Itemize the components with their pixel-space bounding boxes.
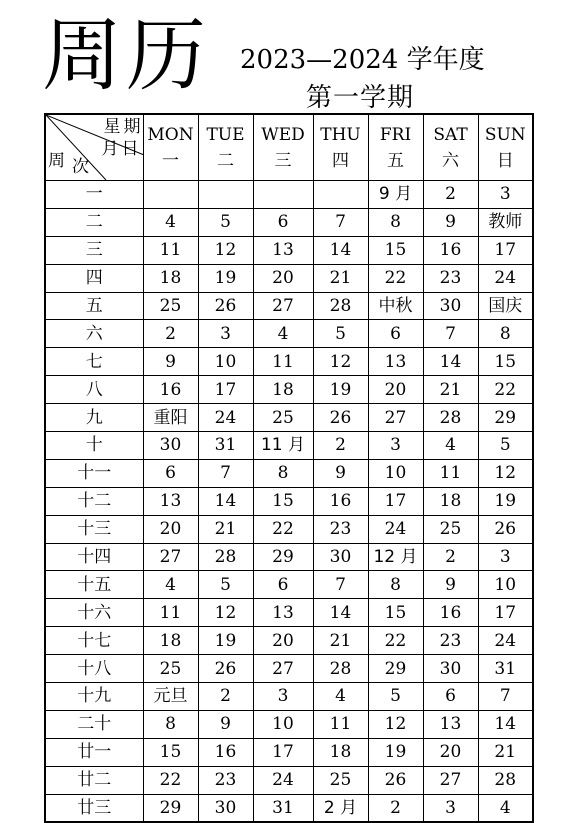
date-cell: 12 xyxy=(313,348,368,376)
week-number-cell: 二 xyxy=(45,208,143,236)
date-cell: 7 xyxy=(198,459,253,487)
day-header-cn: 日 xyxy=(496,150,514,171)
date-cell: 25 xyxy=(423,515,478,543)
date-cell: 10 xyxy=(198,348,253,376)
date-cell: 18 xyxy=(423,487,478,515)
week-number-cell: 廿二 xyxy=(45,766,143,794)
date-cell: 31 xyxy=(478,655,533,683)
date-cell: 5 xyxy=(198,208,253,236)
date-cell xyxy=(198,181,253,209)
date-cell: 5 xyxy=(313,320,368,348)
date-cell: 12 xyxy=(368,710,423,738)
date-cell: 17 xyxy=(198,376,253,404)
day-header-sun xyxy=(478,114,533,181)
day-header-cn: 四 xyxy=(332,150,349,171)
date-cell: 18 xyxy=(313,738,368,766)
week-number-cell: 廿三 xyxy=(45,794,143,822)
week-row xyxy=(45,181,533,209)
date-cell: 3 xyxy=(423,794,478,822)
date-cell: 19 xyxy=(313,376,368,404)
date-cell: 2 xyxy=(423,543,478,571)
day-header-wed xyxy=(253,114,313,181)
date-cell: 29 xyxy=(478,404,533,432)
date-cell: 9 xyxy=(143,348,198,376)
date-cell: 6 xyxy=(423,683,478,711)
date-cell: 9 xyxy=(423,208,478,236)
date-cell xyxy=(313,181,368,209)
date-cell xyxy=(253,181,313,209)
day-header-mon xyxy=(143,114,198,181)
date-cell: 29 xyxy=(253,543,313,571)
date-cell: 11 xyxy=(143,599,198,627)
day-header-tue xyxy=(198,114,253,181)
date-cell: 4 xyxy=(253,320,313,348)
marker-cell: 11 月 xyxy=(253,432,313,460)
date-cell: 22 xyxy=(478,376,533,404)
marker-cell: 教师 xyxy=(478,208,533,236)
date-cell xyxy=(143,181,198,209)
date-cell: 15 xyxy=(478,348,533,376)
date-cell: 5 xyxy=(478,432,533,460)
date-cell: 11 xyxy=(423,459,478,487)
date-cell: 30 xyxy=(423,655,478,683)
date-cell: 25 xyxy=(313,766,368,794)
day-header-cn: 五 xyxy=(387,150,404,171)
date-cell: 8 xyxy=(368,571,423,599)
calendar-body xyxy=(45,181,533,823)
date-cell: 21 xyxy=(478,738,533,766)
week-row xyxy=(45,683,533,711)
week-number-cell: 十六 xyxy=(45,599,143,627)
day-header-en: SAT xyxy=(433,124,468,145)
corner-label-xing: 星 xyxy=(103,117,121,137)
week-calendar-table xyxy=(44,113,534,823)
date-cell: 18 xyxy=(143,264,198,292)
date-cell: 27 xyxy=(423,766,478,794)
week-row xyxy=(45,376,533,404)
day-header-fri xyxy=(368,114,423,181)
date-cell: 14 xyxy=(478,710,533,738)
date-cell: 13 xyxy=(253,236,313,264)
date-cell: 20 xyxy=(253,264,313,292)
date-cell: 21 xyxy=(313,264,368,292)
date-cell: 6 xyxy=(143,459,198,487)
date-cell: 20 xyxy=(143,515,198,543)
day-header-en: THU xyxy=(320,124,361,145)
week-number-cell: 八 xyxy=(45,376,143,404)
date-cell: 28 xyxy=(423,404,478,432)
date-cell: 20 xyxy=(368,376,423,404)
date-cell: 12 xyxy=(198,236,253,264)
corner-label-qi: 期 xyxy=(123,117,141,137)
week-row xyxy=(45,236,533,264)
date-cell: 4 xyxy=(143,571,198,599)
date-cell: 23 xyxy=(423,627,478,655)
week-number-cell: 十九 xyxy=(45,683,143,711)
week-number-cell: 一 xyxy=(45,181,143,209)
date-cell: 16 xyxy=(423,599,478,627)
day-header-en: FRI xyxy=(379,124,412,145)
date-cell: 23 xyxy=(423,264,478,292)
date-cell: 4 xyxy=(143,208,198,236)
week-number-cell: 三 xyxy=(45,236,143,264)
date-cell: 20 xyxy=(423,738,478,766)
date-cell: 20 xyxy=(253,627,313,655)
date-cell: 19 xyxy=(368,738,423,766)
date-cell: 29 xyxy=(368,655,423,683)
date-cell: 5 xyxy=(198,571,253,599)
date-cell: 10 xyxy=(478,571,533,599)
marker-cell: 重阳 xyxy=(143,404,198,432)
week-number-cell: 十七 xyxy=(45,627,143,655)
corner-label-yue: 月 xyxy=(101,139,119,159)
date-cell: 27 xyxy=(253,292,313,320)
corner-label-zhou: 周 xyxy=(48,151,65,171)
date-cell: 24 xyxy=(198,404,253,432)
date-cell: 19 xyxy=(198,627,253,655)
date-cell: 22 xyxy=(368,627,423,655)
date-cell: 26 xyxy=(368,766,423,794)
date-cell: 10 xyxy=(368,459,423,487)
date-cell: 23 xyxy=(313,515,368,543)
week-number-cell: 廿一 xyxy=(45,738,143,766)
date-cell: 27 xyxy=(253,655,313,683)
day-header-thu xyxy=(313,114,368,181)
day-header-en: MON xyxy=(147,124,194,145)
date-cell: 25 xyxy=(253,404,313,432)
date-cell: 21 xyxy=(313,627,368,655)
date-cell: 17 xyxy=(478,236,533,264)
date-cell: 9 xyxy=(198,710,253,738)
date-cell: 3 xyxy=(253,683,313,711)
date-cell: 24 xyxy=(368,515,423,543)
date-cell: 28 xyxy=(313,655,368,683)
week-row xyxy=(45,627,533,655)
date-cell: 2 xyxy=(143,320,198,348)
date-cell: 26 xyxy=(198,292,253,320)
date-cell: 25 xyxy=(143,292,198,320)
date-cell: 6 xyxy=(368,320,423,348)
week-number-cell: 十 xyxy=(45,432,143,460)
week-row xyxy=(45,404,533,432)
week-number-cell: 十一 xyxy=(45,459,143,487)
date-cell: 15 xyxy=(368,236,423,264)
date-cell: 16 xyxy=(198,738,253,766)
week-row xyxy=(45,794,533,822)
day-header-cn: 六 xyxy=(442,150,459,171)
day-header-sat xyxy=(423,114,478,181)
date-cell: 17 xyxy=(253,738,313,766)
date-cell: 2 xyxy=(198,683,253,711)
week-number-cell: 五 xyxy=(45,292,143,320)
date-cell: 11 xyxy=(313,710,368,738)
date-cell: 18 xyxy=(143,627,198,655)
date-cell: 31 xyxy=(198,432,253,460)
date-cell: 3 xyxy=(478,543,533,571)
date-cell: 8 xyxy=(143,710,198,738)
date-cell: 14 xyxy=(313,236,368,264)
date-cell: 13 xyxy=(143,487,198,515)
corner-label-ci: 次 xyxy=(72,157,89,177)
week-number-cell: 七 xyxy=(45,348,143,376)
date-cell: 22 xyxy=(368,264,423,292)
day-header-en: WED xyxy=(261,124,305,145)
date-cell: 19 xyxy=(478,487,533,515)
week-number-cell: 十四 xyxy=(45,543,143,571)
date-cell: 28 xyxy=(198,543,253,571)
header-row xyxy=(45,114,533,181)
week-row xyxy=(45,432,533,460)
date-cell: 30 xyxy=(313,543,368,571)
date-cell: 12 xyxy=(478,459,533,487)
date-cell: 4 xyxy=(313,683,368,711)
week-number-cell: 二十 xyxy=(45,710,143,738)
date-cell: 17 xyxy=(478,599,533,627)
date-cell: 11 xyxy=(253,348,313,376)
academic-year-title: 2023—2024 学年度 xyxy=(240,45,485,75)
date-cell: 25 xyxy=(143,655,198,683)
date-cell: 11 xyxy=(143,236,198,264)
date-cell: 31 xyxy=(253,794,313,822)
date-cell: 22 xyxy=(143,766,198,794)
date-cell: 21 xyxy=(198,515,253,543)
date-cell: 29 xyxy=(143,794,198,822)
date-cell: 24 xyxy=(478,627,533,655)
date-cell: 2 xyxy=(423,181,478,209)
date-cell: 30 xyxy=(143,432,198,460)
date-cell: 16 xyxy=(143,376,198,404)
week-number-cell: 十三 xyxy=(45,515,143,543)
week-number-cell: 四 xyxy=(45,264,143,292)
marker-cell: 2 月 xyxy=(313,794,368,822)
date-cell: 26 xyxy=(478,515,533,543)
date-cell: 13 xyxy=(423,710,478,738)
day-header-en: TUE xyxy=(206,124,245,145)
date-cell: 10 xyxy=(253,710,313,738)
week-row xyxy=(45,571,533,599)
week-row xyxy=(45,348,533,376)
date-cell: 21 xyxy=(423,376,478,404)
week-number-cell: 十八 xyxy=(45,655,143,683)
date-cell: 18 xyxy=(253,376,313,404)
week-row xyxy=(45,766,533,794)
date-cell: 15 xyxy=(143,738,198,766)
date-cell: 16 xyxy=(313,487,368,515)
date-cell: 9 xyxy=(313,459,368,487)
corner-header-cell xyxy=(45,114,143,181)
date-cell: 8 xyxy=(253,459,313,487)
week-row xyxy=(45,264,533,292)
date-cell: 12 xyxy=(198,599,253,627)
date-cell: 6 xyxy=(253,571,313,599)
date-cell: 15 xyxy=(368,599,423,627)
week-row xyxy=(45,320,533,348)
date-cell: 3 xyxy=(478,181,533,209)
date-cell: 30 xyxy=(423,292,478,320)
marker-cell: 12 月 xyxy=(368,543,423,571)
week-row xyxy=(45,655,533,683)
date-cell: 7 xyxy=(313,571,368,599)
date-cell: 14 xyxy=(198,487,253,515)
date-cell: 14 xyxy=(423,348,478,376)
marker-cell: 元旦 xyxy=(143,683,198,711)
page-title: 周历 xyxy=(42,9,210,102)
week-number-cell: 六 xyxy=(45,320,143,348)
week-row xyxy=(45,515,533,543)
date-cell: 7 xyxy=(423,320,478,348)
date-cell: 13 xyxy=(253,599,313,627)
date-cell: 26 xyxy=(313,404,368,432)
week-number-cell: 十五 xyxy=(45,571,143,599)
date-cell: 17 xyxy=(368,487,423,515)
date-cell: 15 xyxy=(253,487,313,515)
date-cell: 9 xyxy=(423,571,478,599)
date-cell: 30 xyxy=(198,794,253,822)
week-number-cell: 九 xyxy=(45,404,143,432)
date-cell: 26 xyxy=(198,655,253,683)
day-header-cn: 一 xyxy=(162,150,179,171)
date-cell: 8 xyxy=(368,208,423,236)
date-cell: 3 xyxy=(198,320,253,348)
corner-label-ri: 日 xyxy=(121,139,139,159)
date-cell: 2 xyxy=(368,794,423,822)
date-cell: 5 xyxy=(368,683,423,711)
marker-cell: 9 月 xyxy=(368,181,423,209)
date-cell: 7 xyxy=(478,683,533,711)
date-cell: 27 xyxy=(143,543,198,571)
semester-title: 第一学期 xyxy=(306,83,415,113)
date-cell: 27 xyxy=(368,404,423,432)
marker-cell: 中秋 xyxy=(368,292,423,320)
week-number-cell: 十二 xyxy=(45,487,143,515)
date-cell: 4 xyxy=(478,794,533,822)
week-row xyxy=(45,543,533,571)
week-row xyxy=(45,208,533,236)
date-cell: 6 xyxy=(253,208,313,236)
date-cell: 28 xyxy=(313,292,368,320)
week-row xyxy=(45,710,533,738)
date-cell: 24 xyxy=(478,264,533,292)
marker-cell: 国庆 xyxy=(478,292,533,320)
date-cell: 4 xyxy=(423,432,478,460)
date-cell: 22 xyxy=(253,515,313,543)
date-cell: 23 xyxy=(198,766,253,794)
week-row xyxy=(45,738,533,766)
week-row xyxy=(45,292,533,320)
date-cell: 16 xyxy=(423,236,478,264)
date-cell: 14 xyxy=(313,599,368,627)
date-cell: 7 xyxy=(313,208,368,236)
week-row xyxy=(45,599,533,627)
date-cell: 13 xyxy=(368,348,423,376)
date-cell: 8 xyxy=(478,320,533,348)
day-header-cn: 三 xyxy=(274,150,292,171)
date-cell: 24 xyxy=(253,766,313,794)
week-row xyxy=(45,459,533,487)
date-cell: 2 xyxy=(313,432,368,460)
day-header-en: SUN xyxy=(484,124,526,145)
day-header-cn: 二 xyxy=(217,150,234,171)
date-cell: 3 xyxy=(368,432,423,460)
date-cell: 19 xyxy=(198,264,253,292)
week-row xyxy=(45,487,533,515)
date-cell: 28 xyxy=(478,766,533,794)
